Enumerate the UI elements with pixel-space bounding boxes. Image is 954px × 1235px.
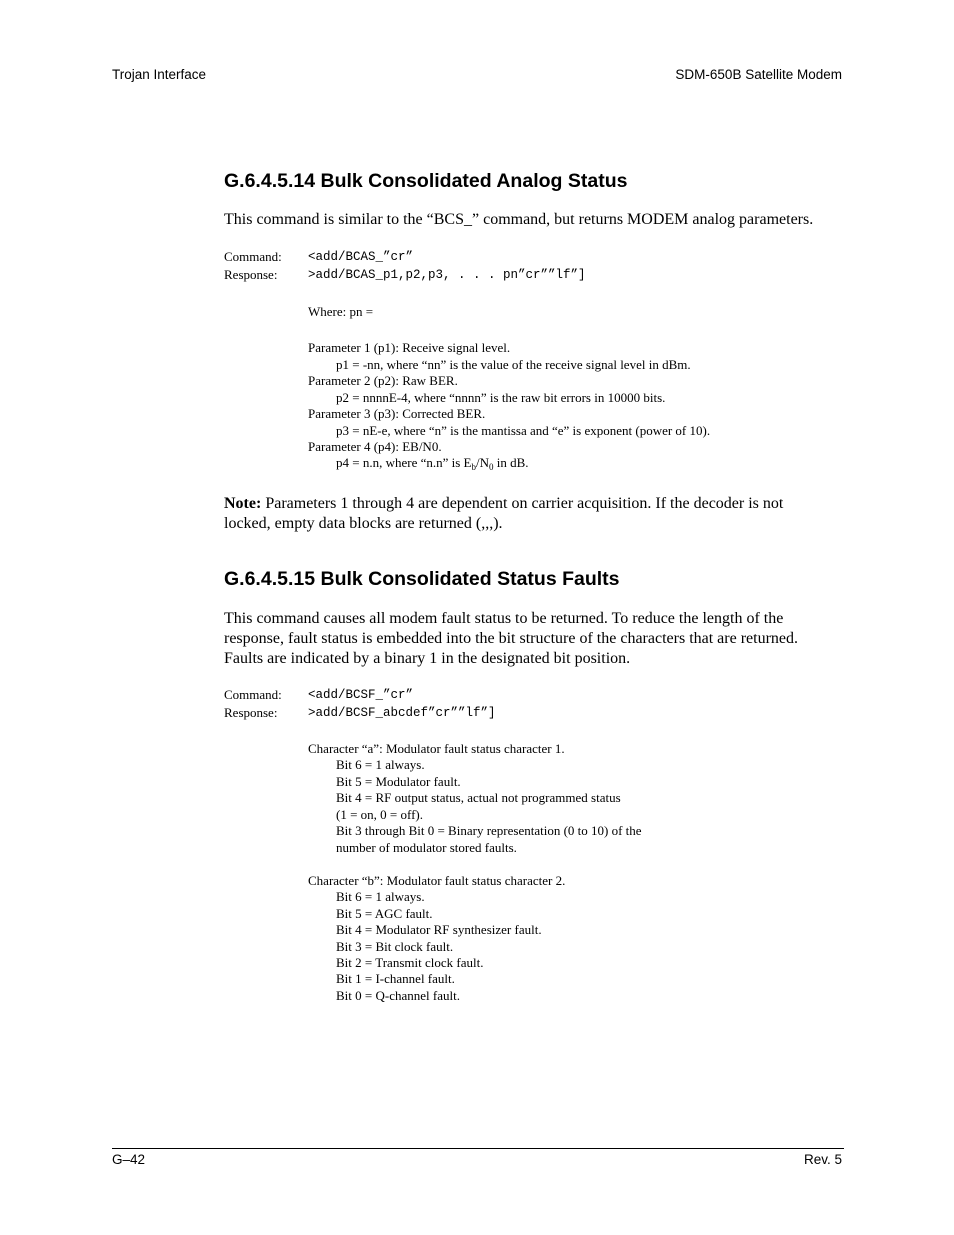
parameter-title: Parameter 2 (p2): Raw BER. (308, 373, 458, 388)
bit-description: Bit 4 = Modulator RF synthesizer fault. (336, 922, 542, 937)
bit-description: Bit 2 = Transmit clock fault. (336, 955, 484, 970)
response-value: >add/BCAS_p1,p2,p3, . . . pn”cr””lf”] (308, 268, 586, 282)
response-label: Response: (224, 705, 278, 720)
bit-description: Bit 5 = AGC fault. (336, 906, 433, 921)
bit-description: Bit 0 = Q-channel fault. (336, 988, 460, 1003)
section-intro-line: This command causes all modem fault status to be returned. To reduce the length of the (224, 610, 784, 627)
parameter-title: Parameter 4 (p4): EB/N0. (308, 439, 442, 454)
revision-label: Rev. 5 (803, 1152, 842, 1167)
character-b-title: Character “b”: Modulator fault status character 2. (308, 873, 566, 888)
parameter-title: Parameter 1 (p1): Receive signal level. (308, 340, 511, 355)
note-paragraph: Note: Parameters 1 through 4 are dependent on carrier acquisition. If the decoder is not (224, 495, 784, 512)
character-a-title: Character “a”: Modulator fault status character 1. (308, 741, 565, 756)
parameter-description: p3 = nE-e, where “n” is the mantissa and “e” is exponent (power of 10). (336, 423, 711, 438)
response-value: >add/BCSF_abcdef”cr””lf”] (308, 706, 496, 720)
section-intro: This command is similar to the “BCS_” command, but returns MODEM analog parameters. (224, 211, 814, 228)
parameter-description: p2 = nnnnE-4, where “nnnn” is the raw bit errors in 10000 bits. (336, 390, 666, 405)
page-number: G–42 (112, 1152, 146, 1167)
parameter-description: p1 = -nn, where “nn” is the value of the receive signal level in dBm. (336, 357, 691, 372)
note-label: Note: (224, 495, 262, 512)
page-header-left: Trojan Interface (112, 67, 207, 82)
note-paragraph-line2: locked, empty data blocks are returned (,,,). (224, 515, 503, 532)
bit-description: Bit 4 = RF output status, actual not programmed status (336, 790, 621, 805)
command-value: <add/BCSF_”cr” (308, 688, 414, 702)
bit-description: (1 = on, 0 = off). (336, 807, 423, 822)
response-label: Response: (224, 267, 278, 282)
bit-description: number of modulator stored faults. (336, 840, 517, 855)
bit-description: Bit 3 = Bit clock fault. (336, 939, 454, 954)
parameter-description: p4 = n.n, where “n.n” is $E_b/N_0$ in dB. (336, 455, 529, 472)
bit-description: Bit 1 = I-channel fault. (336, 971, 455, 986)
section-heading-status-faults: G.6.4.5.15 Bulk Consolidated Status Faults (224, 568, 620, 590)
footer-divider (112, 1148, 844, 1149)
parameter-title: Parameter 3 (p3): Corrected BER. (308, 406, 486, 421)
command-label: Command: (224, 249, 282, 264)
command-value: <add/BCAS_”cr” (308, 250, 414, 264)
section-intro-line: Faults are indicated by a binary 1 in the designated bit position. (224, 650, 631, 667)
section-intro-line: response, fault status is embedded into the bit structure of the characters that are returned. (224, 630, 799, 647)
bit-description: Bit 6 = 1 always. (336, 757, 425, 772)
bit-description: Bit 5 = Modulator fault. (336, 774, 461, 789)
where-label: Where: pn = (308, 304, 374, 319)
bit-description: Bit 6 = 1 always. (336, 889, 425, 904)
bit-description: Bit 3 through Bit 0 = Binary representation (0 to 10) of the (336, 823, 642, 838)
page-header-right: SDM-650B Satellite Modem (675, 67, 842, 82)
command-label: Command: (224, 687, 282, 702)
section-heading-analog-status: G.6.4.5.14 Bulk Consolidated Analog Status (224, 170, 628, 192)
